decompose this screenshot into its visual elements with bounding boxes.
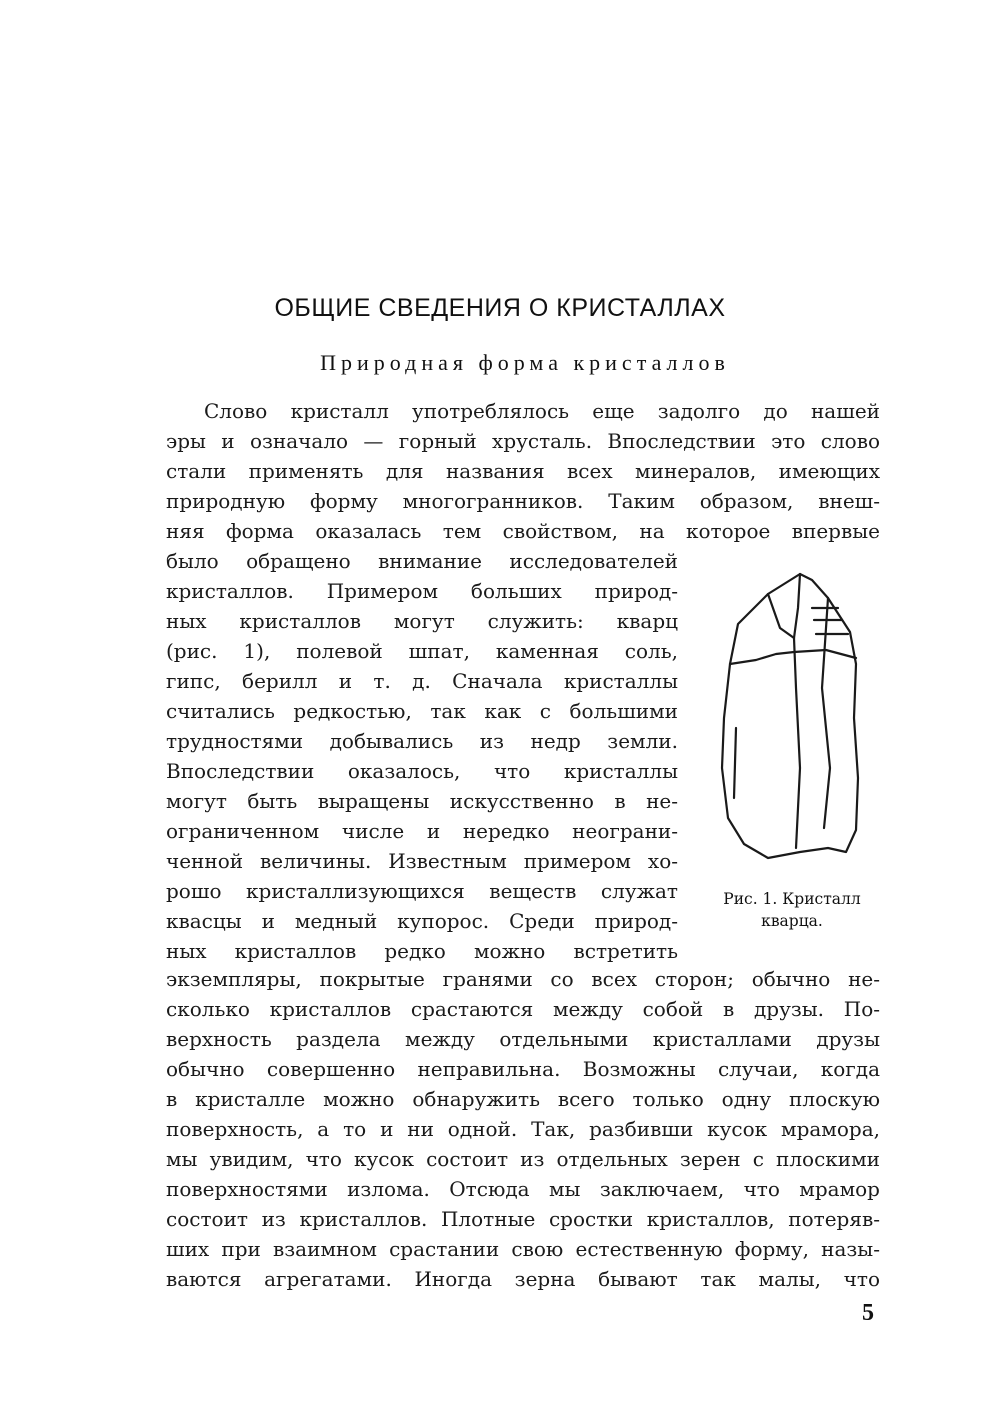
text-line: (рис. 1), полевой шпат, каменная соль, xyxy=(166,639,678,663)
text-line: ченной величины. Известным примером хо- xyxy=(166,849,678,873)
text-line: гипс, берилл и т. д. Сначала кристаллы xyxy=(166,669,678,693)
text-line: ных кристаллов могут служить: кварц xyxy=(166,609,678,633)
text-line: эры и означало — горный хрусталь. Впоследствии это слово xyxy=(166,429,880,453)
text-line: ваются агрегатами. Иногда зерна бывают так малы, что xyxy=(166,1267,880,1291)
text-line: квасцы и медный купорос. Среди природ- xyxy=(166,909,678,933)
text-line: состоит из кристаллов. Плотные сростки кристаллов, потеряв- xyxy=(166,1207,880,1231)
text-line: ограниченном числе и нередко неограни- xyxy=(166,819,678,843)
caption-line: Рис. 1. Кристалл xyxy=(723,890,861,908)
text-line: рошо кристаллизующихся веществ служат xyxy=(166,879,678,903)
paragraph-wrap xyxy=(166,546,678,966)
text-line: мы увидим, что кусок состоит из отдельных зерен с плоскими xyxy=(166,1147,880,1171)
text-line: обычно совершенно неправильна. Возможны случаи, когда xyxy=(166,1057,880,1081)
quartz-crystal-icon xyxy=(716,568,864,868)
text-line: няя форма оказалась тем свойством, на которое впервые xyxy=(166,519,880,543)
paragraph-top xyxy=(166,396,880,546)
text-line: было обращено внимание исследователей xyxy=(166,549,678,573)
subsection-title: Природная форма кристаллов xyxy=(320,350,730,375)
text-line: природную форму многогранников. Таким образом, внеш- xyxy=(166,489,880,513)
section-title: ОБЩИЕ СВЕДЕНИЯ О КРИСТАЛЛАХ xyxy=(274,294,726,322)
text-line: сколько кристаллов срастаются между собой в друзы. По- xyxy=(166,997,880,1021)
text-line: ных кристаллов редко можно встретить xyxy=(166,939,678,963)
text-line: ших при взаимном срастании свою естественную форму, назы- xyxy=(166,1237,880,1261)
quartz-crystal-figure xyxy=(716,568,864,868)
page-number: 5 xyxy=(862,1300,874,1326)
text-line: Слово кристалл употреблялось еще задолго до нашей xyxy=(204,399,880,423)
text-line: кристаллов. Примером больших природ- xyxy=(166,579,678,603)
text-line: стали применять для названия всех минералов, имеющих xyxy=(166,459,880,483)
paragraph-bottom xyxy=(166,964,880,1294)
text-line: могут быть выращены искусственно в не- xyxy=(166,789,678,813)
caption-line: кварца. xyxy=(761,912,823,930)
text-line: поверхность, а то и ни одной. Так, разбивши кусок мрамора, xyxy=(166,1117,880,1141)
text-line: поверхностями излома. Отсюда мы заключаем, что мрамор xyxy=(166,1177,880,1201)
figure-caption xyxy=(702,888,882,932)
text-line: верхность раздела между отдельными кристаллами друзы xyxy=(166,1027,880,1051)
text-line: в кристалле можно обнаружить всего только одну плоскую xyxy=(166,1087,880,1111)
text-line: считались редкостью, так как с большими xyxy=(166,699,678,723)
text-line: Впоследствии оказалось, что кристаллы xyxy=(166,759,678,783)
text-line: экземпляры, покрытые гранями со всех сторон; обычно не- xyxy=(166,967,880,991)
text-line: трудностями добывались из недр земли. xyxy=(166,729,678,753)
